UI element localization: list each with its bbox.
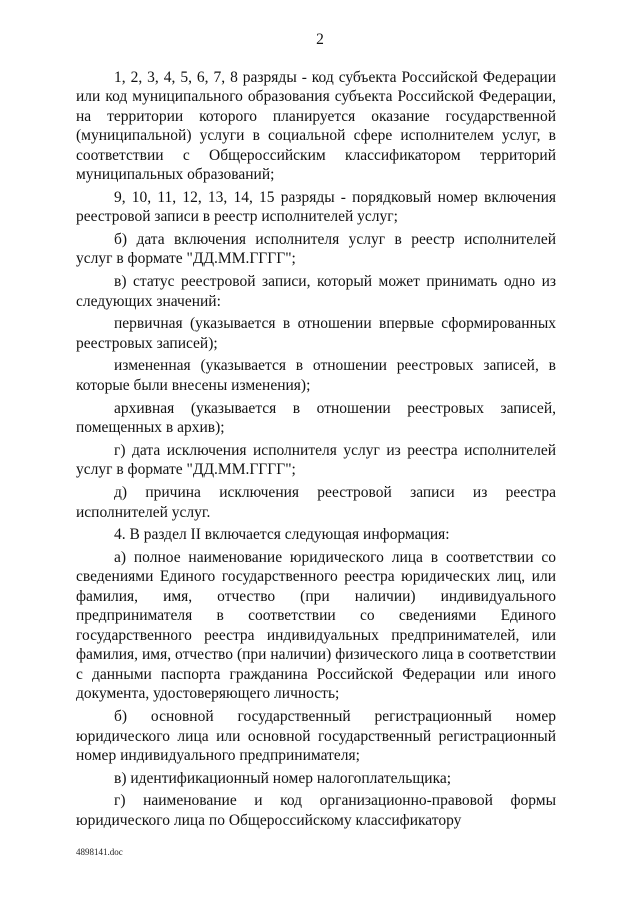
paragraph: б) основной государственный регистрационный номер юридического лица или основной государственный регистрационный номер индивидуального предпринимателя; [76,708,556,765]
paragraph: г) дата исключения исполнителя услуг из реестра исполнителей услуг в формате "ДД.ММ.ГГГГ"; [76,441,556,479]
paragraph: в) идентификационный номер налогоплательщика; [114,769,452,787]
paragraph: 1, 2, 3, 4, 5, 6, 7, 8 разряды - код субъекта Российской Федерации или код муниципального образования субъекта Российской Федерации, на территории которого планируется оказание государственной (муниципальной) услуги в социальной сфере исполнителем услуг, в соответствии с Общероссийским классификатором территорий муниципальных образований; [76,68,556,183]
document-body [76,68,556,831]
paragraph: г) наименование и код организационно-правовой формы юридического лица по Общероссийскому классификатору [76,792,556,829]
paragraph: б) дата включения исполнителя услуг в реестр исполнителей услуг в формате "ДД.ММ.ГГГГ"; [76,230,556,268]
paragraph: 9, 10, 11, 12, 13, 14, 15 разряды - порядковый номер включения реестровой записи в реестр исполнителей услуг; [76,188,556,226]
file-name-footer: 4898141.doc [76,847,123,857]
page-number: 2 [316,31,324,48]
paragraph: 4. В раздел II включается следующая информация: [114,526,450,544]
paragraph: измененная (указывается в отношении реестровых записей, в которые были внесены изменения); [76,357,556,394]
paragraph: архивная (указывается в отношении реестровых записей, помещенных в архив); [76,399,556,437]
paragraph: первичная (указывается в отношении впервые сформированных реестровых записей); [76,315,556,352]
paragraph: д) причина исключения реестровой записи из реестра исполнителей услуг. [76,484,556,521]
paragraph: а) полное наименование юридического лица в соответствии со сведениями Единого государственного реестра юридических лиц, или фамилия, имя, отчество (при наличии) индивидуального предпринимателя в соответствии со сведениями Единого государственного реестра индивидуальных предпринимателей, или фамилия, имя, отчество (при наличии) физического лица в соответствии с данными паспорта гражданина Российской Федерации или иного документа, удостоверяющего личность; [76,548,556,703]
paragraph: в) статус реестровой записи, который может принимать одно из следующих значений: [76,273,556,310]
